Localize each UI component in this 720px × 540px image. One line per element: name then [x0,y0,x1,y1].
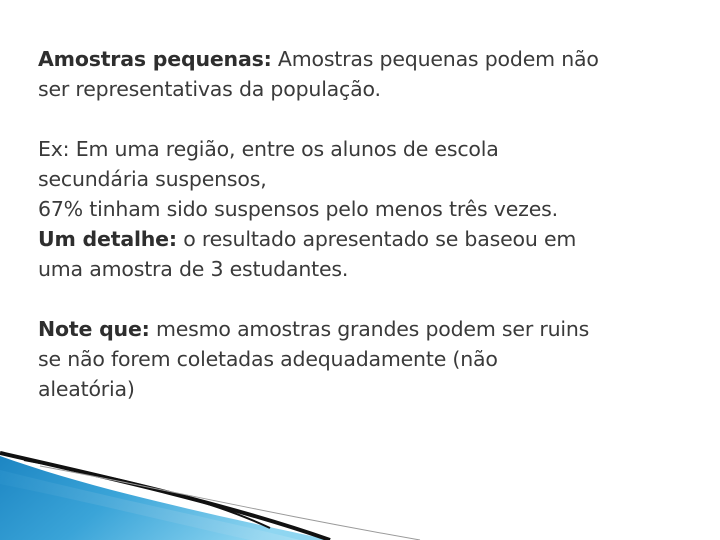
line-text: aleatória) [38,377,135,401]
wave-black-line [0,453,330,540]
line-text: Ex: Em uma região, entre os alunos de escola [38,137,499,161]
text-line [38,224,678,254]
paragraph-small-samples [38,44,678,104]
wave-light-band [0,470,300,540]
wave-black-line [24,460,270,528]
text-line [38,344,678,374]
paragraph-example [38,134,678,284]
text-line [38,194,678,224]
slide-body [38,44,678,404]
inline-label: Note que: [38,317,150,341]
wave-grey-line [40,466,420,540]
text-line [38,254,678,284]
inline-label: Amostras pequenas: [38,47,272,71]
text-line [38,74,678,104]
text-line [38,164,678,194]
text-line [38,44,678,74]
inline-label: Um detalhe: [38,227,177,251]
line-text: ser representativas da população. [38,77,381,101]
text-line [38,314,678,344]
paragraph-note [38,314,678,404]
line-text: o resultado apresentado se baseou em [176,227,577,251]
line-text: uma amostra de 3 estudantes. [38,257,349,281]
line-text: Amostras pequenas podem não [271,47,599,71]
text-line [38,134,678,164]
text-line [38,374,678,404]
line-text: mesmo amostras grandes podem ser ruins [149,317,590,341]
line-text: secundária suspensos, [38,167,267,191]
line-text: 67% tinham sido suspensos pelo menos três vezes. [38,197,558,221]
line-text: se não forem coletadas adequadamente (não [38,347,498,371]
wave-blue-fill [0,456,330,540]
